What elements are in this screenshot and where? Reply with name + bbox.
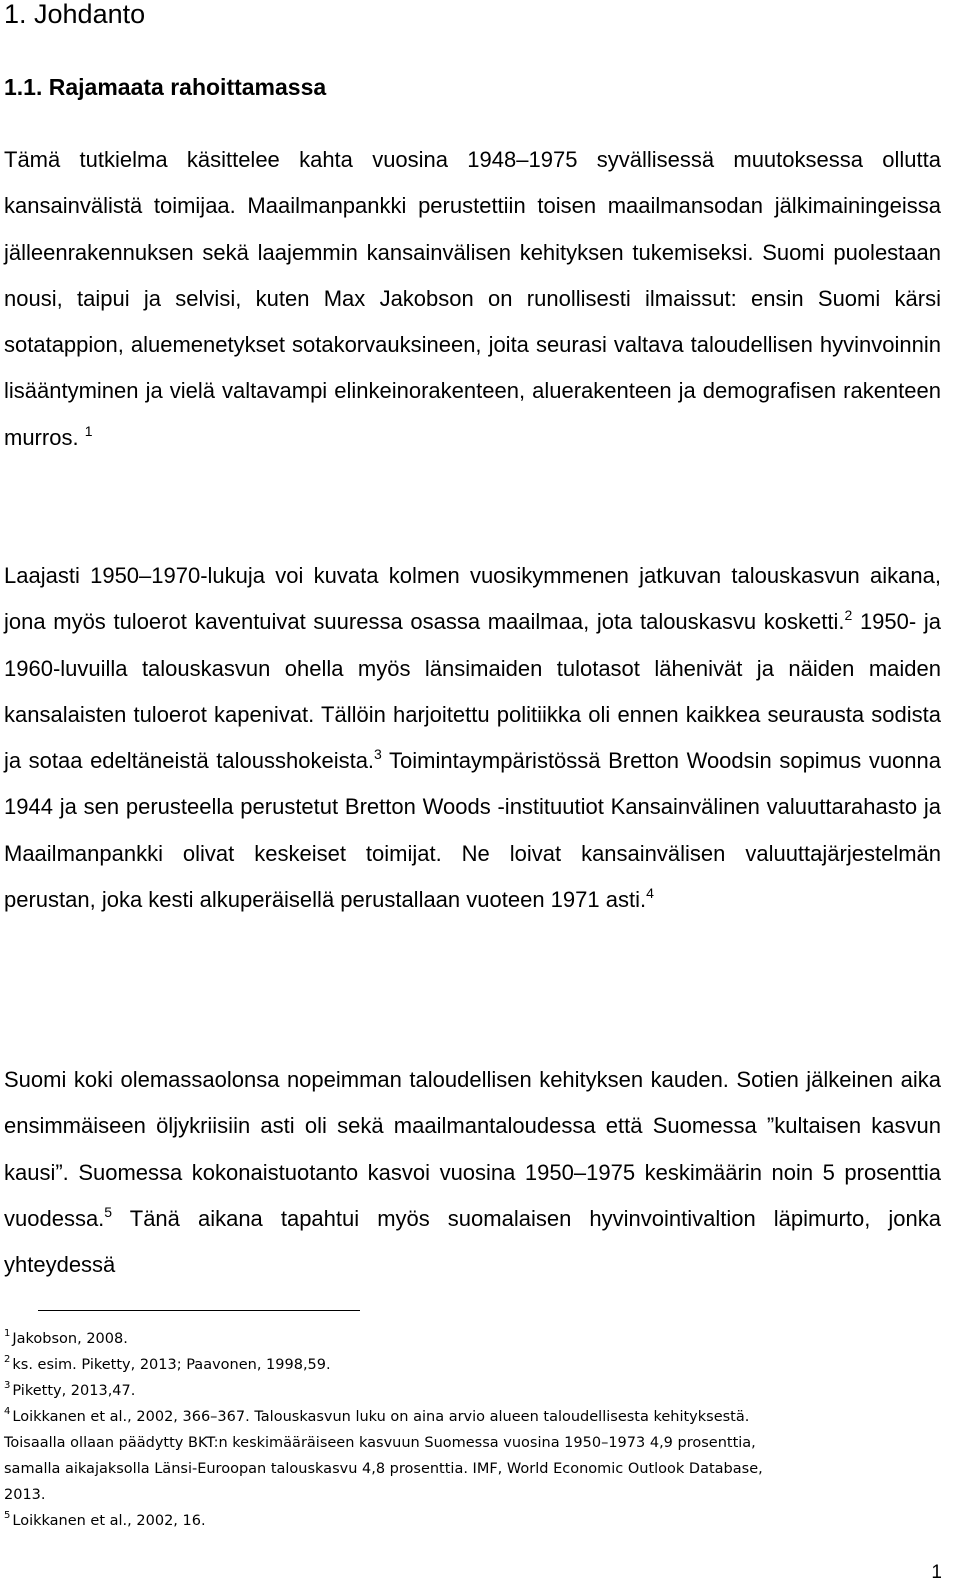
footnote-text: Jakobson, 2008. [12, 1331, 128, 1347]
body-paragraph-2 [4, 553, 941, 923]
footnote-text: Loikkanen et al., 2002, 16. [12, 1513, 206, 1529]
footnote-text: ks. esim. Piketty, 2013; Paavonen, 1998,59. [12, 1357, 331, 1373]
footnote-4-continued [4, 1482, 941, 1508]
footnote-ref-3[interactable]: 3 [374, 746, 382, 763]
paragraph-text: Laajasti 1950–1970-lukuja voi kuvata kolmen vuosikymmenen jatkuvan talouskasvun aikana, jona myös tuloerot kaventuivat suuressa osassa maailmaa, jota talouskasvu kosketti. [4, 563, 941, 635]
body-paragraph-3 [4, 1057, 941, 1288]
footnote-ref-5[interactable]: 5 [104, 1203, 113, 1220]
footnote-number: 2 [4, 1354, 11, 1365]
footnote-5 [4, 1508, 941, 1534]
chapter-heading: 1. Johdanto [4, 0, 146, 29]
footnotes [4, 1326, 941, 1534]
footnote-4-continued [4, 1456, 941, 1482]
paragraph-text: Suomi koki olemassaolonsa nopeimman taloudellisen kehityksen kauden. Sotien jälkeinen aika ensimmäiseen öljykriisiin asti oli sekä maailmantaloudessa että Suomessa ”kultaisen kasvun kausi”. Suomessa kokonaistuotanto kasvoi vuosina 1950–1975 keskimäärin noin 5 prosenttia vuodessa. [4, 1067, 941, 1231]
footnote-text: Loikkanen et al., 2002, 366–367. Talouskasvun luku on aina arvio alueen taloudellisesta kehityksestä. [12, 1409, 750, 1425]
footnote-ref-2[interactable]: 2 [844, 607, 853, 624]
footnote-number: 3 [4, 1380, 11, 1391]
footnote-text: samalla aikajaksolla Länsi-Euroopan talouskasvu 4,8 prosenttia. IMF, World Economic Outlook Database, [4, 1461, 763, 1477]
paragraph-text: Tämä tutkielma käsittelee kahta vuosina 1948–1975 syvällisessä muutoksessa ollutta kansainvälistä toimijaa. Maailmanpankki perustettiin toisen maailmansodan jälkimainingeissa jälleenrakennuksen sekä laajemmin kansainvälisen kehityksen tukemiseksi. Suomi puolestaan nousi, taipui ja selvisi, kuten Max Jakobson on runollisesti ilmaissut: ensin Suomi kärsi sotatappion, aluemenetykset sotakorvauksineen, joita seurasi valtava taloudellisen hyvinvoinnin lisääntyminen ja vielä valtavampi elinkeinorakenteen, aluerakenteen ja demografisen rakenteen murros. [4, 147, 941, 450]
footnote-ref-1[interactable]: 1 [84, 422, 93, 439]
footnote-ref-4[interactable]: 4 [646, 885, 654, 902]
footnote-text: 2013. [4, 1487, 46, 1503]
footnote-1 [4, 1326, 941, 1352]
page-number: 1 [931, 1562, 942, 1583]
footnote-text: Piketty, 2013,47. [12, 1383, 136, 1399]
footnote-2 [4, 1352, 941, 1378]
footnote-separator [38, 1310, 360, 1311]
paragraph-text: 1950- ja 1960-luvuilla talouskasvun ohella myös länsimaiden tulotasot lähenivät ja näiden maiden kansalaisten tuloerot kapenivat. Tällöin harjoitettu politiikka oli ennen kaikkea seurausta sodista ja sotaa edeltäneistä talousshokeista. [4, 609, 941, 774]
section-heading: 1.1. Rajamaata rahoittamassa [4, 74, 327, 100]
footnote-4-continued [4, 1430, 941, 1456]
body-paragraph-1 [4, 137, 941, 461]
footnote-3 [4, 1378, 941, 1404]
paragraph-text: Tänä aikana tapahtui myös suomalaisen hyvinvointivaltion läpimurto, jonka yhteydessä [4, 1205, 941, 1278]
paragraph-text: Toimintaympäristössä Bretton Woodsin sopimus vuonna 1944 ja sen perusteella perustetut Bretton Woods -instituutiot Kansainvälinen valuuttarahasto ja Maailmanpankki olivat keskeiset toimijat. Ne loivat kansainvälisen valuuttajärjestelmän perustan, joka kesti alkuperäisellä perustallaan vuoteen 1971 asti. [4, 748, 942, 913]
footnote-number: 5 [4, 1510, 11, 1521]
footnote-number: 1 [4, 1328, 11, 1339]
footnote-4 [4, 1404, 941, 1430]
footnote-text: Toisaalla ollaan päädytty BKT:n keskimääräiseen kasvuun Suomessa vuosina 1950–1973 4,9 prosenttia, [4, 1435, 756, 1451]
footnote-number: 4 [4, 1406, 11, 1417]
